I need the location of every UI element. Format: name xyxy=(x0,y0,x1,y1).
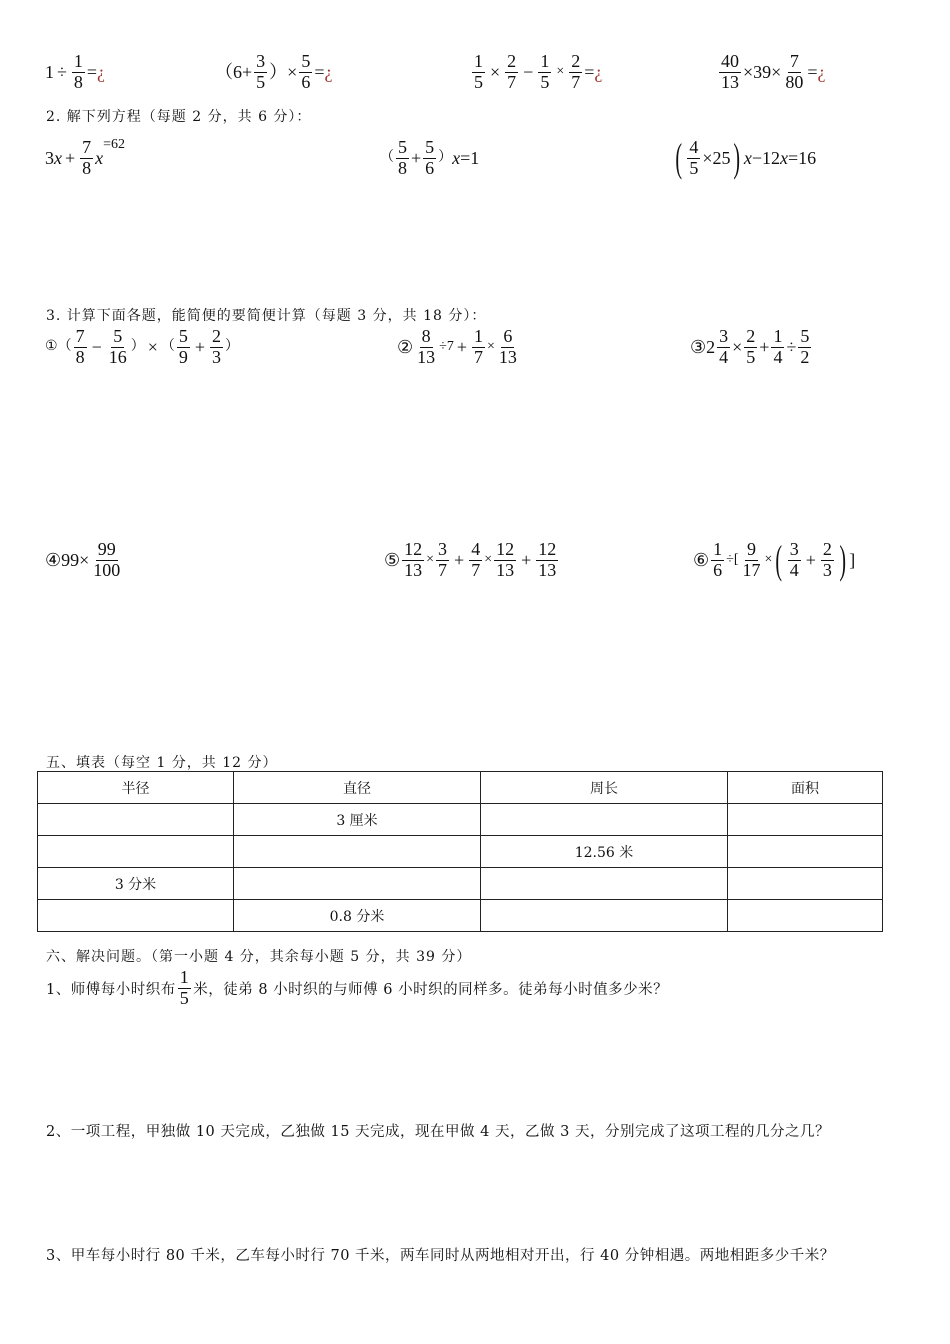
paren-close: ） xyxy=(225,339,240,355)
paren-open: （ xyxy=(57,339,72,355)
header-area: 面积 xyxy=(728,772,883,804)
fraction: $\frac{4}{5}$ xyxy=(689,137,699,178)
number: 1 xyxy=(45,62,54,83)
variable: x xyxy=(779,148,788,169)
section-2-title: 2. 解下列方程（每题 2 分，共 6 分）： xyxy=(46,109,312,125)
cell[interactable]: 12.56 米 xyxy=(481,836,728,868)
operator: −12 xyxy=(751,148,780,169)
cell[interactable] xyxy=(728,900,883,932)
problem-6 xyxy=(693,537,856,583)
variable: x xyxy=(452,148,461,169)
paren-close: ) xyxy=(839,537,846,583)
problem-1 xyxy=(45,327,239,368)
operator: + xyxy=(454,550,465,571)
superscript: =62 xyxy=(103,137,126,152)
operator: + xyxy=(456,337,467,358)
paren-close: ） xyxy=(130,339,145,355)
fraction: $\frac{12}{13}$ xyxy=(538,539,557,580)
fraction: $\frac{1}{7}$ xyxy=(473,326,483,367)
variable: x xyxy=(54,148,62,169)
section-6-title: 六、解决问题。（第一小题 4 分，其余每小题 5 分，共 39 分） xyxy=(46,949,472,965)
whole-number: 2 xyxy=(706,337,716,358)
equation-2 xyxy=(380,138,479,179)
fraction: $\frac{2}{5}$ xyxy=(746,326,756,367)
fraction: $\frac{5}{6}$ xyxy=(301,51,311,92)
equation-rhs: =1 xyxy=(460,148,480,169)
operator: × xyxy=(490,62,501,83)
fraction: $\frac{2}{7}$ xyxy=(571,51,581,92)
fraction: $\frac{2}{7}$ xyxy=(507,51,517,92)
fraction: $\frac{7}{8}$ xyxy=(82,137,92,178)
fraction: $\frac{2}{3}$ xyxy=(212,326,222,367)
fraction: $\frac{5}{2}$ xyxy=(800,326,810,367)
fraction: $\frac{12}{13}$ xyxy=(404,539,423,580)
operator: × xyxy=(556,64,565,80)
equals: = xyxy=(584,62,595,83)
operator: + xyxy=(65,148,76,169)
operator: × xyxy=(484,552,493,568)
expr-2 xyxy=(215,52,332,93)
problem-4 xyxy=(45,540,124,581)
operator: ×25 xyxy=(702,148,731,169)
fraction: $\frac{7}{8}$ xyxy=(75,326,85,367)
fraction: $\frac{5}{8}$ xyxy=(398,137,407,178)
table-header-row xyxy=(38,772,883,804)
equation-rhs: =16 xyxy=(787,148,817,169)
cell[interactable] xyxy=(234,836,481,868)
header-radius: 半径 xyxy=(38,772,234,804)
table-row xyxy=(38,900,883,932)
fraction: $\frac{2}{3}$ xyxy=(822,539,832,580)
operator: × xyxy=(732,337,743,358)
variable: x xyxy=(743,148,752,169)
fraction: $\frac{1}{5}$ xyxy=(540,51,550,92)
section-3-title: 3. 计算下面各题，能简便的要简便计算（每题 3 分，共 18 分）： xyxy=(46,308,487,324)
cell[interactable] xyxy=(481,804,728,836)
fraction: $\frac{1}{5}$ xyxy=(474,51,483,92)
number: 99 xyxy=(61,550,80,571)
operator: ÷[ xyxy=(726,552,739,568)
fraction: $\frac{5}{6}$ xyxy=(425,137,435,178)
operator: + xyxy=(759,337,770,358)
cell[interactable] xyxy=(38,804,234,836)
fraction: $\frac{4}{7}$ xyxy=(471,539,481,580)
problem-label: ③ xyxy=(690,337,707,358)
cell[interactable]: 0.8 分米 xyxy=(234,900,481,932)
cell[interactable]: 3 分米 xyxy=(38,868,234,900)
question-3: 3、甲车每小时行 80 千米，乙车每小时行 70 千米，两车同时从两地相对开出，行 40 分钟相遇。两地相距多少千米？ xyxy=(46,1248,835,1264)
operator: × xyxy=(79,550,90,571)
operator: × xyxy=(426,552,435,568)
operator: − xyxy=(91,337,102,358)
answer-placeholder: ¿ xyxy=(594,62,603,83)
paren-open: ( xyxy=(675,135,682,181)
equals: = xyxy=(86,62,98,83)
expr-4 xyxy=(717,52,825,93)
table-row xyxy=(38,836,883,868)
fraction: $\frac{9}{17}$ xyxy=(742,539,761,580)
fraction: $\frac{12}{13}$ xyxy=(496,539,515,580)
problem-label: ② xyxy=(397,337,414,358)
operator: × xyxy=(486,339,495,355)
problem-label: ⑤ xyxy=(384,550,401,571)
fraction: $\frac{3}{5}$ xyxy=(256,51,266,92)
fraction: $\frac{40}{13}$ xyxy=(721,51,739,92)
fraction: $\frac{7}{80}$ xyxy=(785,51,804,92)
fraction: $\frac{3}{4}$ xyxy=(719,326,729,367)
problem-3 xyxy=(690,327,813,368)
operator: × xyxy=(764,552,773,568)
section-5-title: 五、填表（每空 1 分，共 12 分） xyxy=(46,755,278,771)
operator: + xyxy=(521,550,532,571)
equation-1 xyxy=(45,138,125,179)
cell[interactable] xyxy=(38,836,234,868)
table-row xyxy=(38,804,883,836)
answer-placeholder: ¿ xyxy=(324,62,333,83)
cell[interactable] xyxy=(481,868,728,900)
operator: + xyxy=(194,337,206,358)
paren-close: ) xyxy=(733,135,741,181)
question-1 xyxy=(46,968,668,1009)
operator: × xyxy=(147,337,158,358)
fraction: $\frac{1}{8}$ xyxy=(73,51,83,92)
fraction: $\frac{99}{100}$ xyxy=(93,539,121,580)
operator: ÷ xyxy=(57,62,67,83)
problem-5 xyxy=(384,540,560,581)
cell[interactable] xyxy=(728,868,883,900)
header-circumference: 周长 xyxy=(481,772,728,804)
cell[interactable] xyxy=(234,868,481,900)
operator: ÷7 xyxy=(439,339,454,355)
expr-1 xyxy=(45,52,105,93)
equals: = xyxy=(807,62,818,83)
question-text: 米，徒弟 8 小时织的与师傅 6 小时织的同样多。徒弟每小时值多少米？ xyxy=(193,981,669,998)
fraction: $\frac{3}{7}$ xyxy=(438,539,448,580)
cell[interactable] xyxy=(38,900,234,932)
operator: ×39× xyxy=(743,62,782,83)
header-diameter: 直径 xyxy=(234,772,481,804)
table-row xyxy=(38,868,883,900)
fraction: $\frac{6}{13}$ xyxy=(498,326,517,367)
paren-open: （ xyxy=(160,339,175,355)
fraction: $\frac{5}{9}$ xyxy=(178,326,188,367)
paren-open: （ xyxy=(380,150,394,166)
question-text: 1、师傅每小时织布 xyxy=(46,981,176,998)
question-2: 2、一项工程，甲独做 10 天完成，乙独做 15 天完成，现在甲做 4 天，乙做 3 天，分别完成了这项工程的几分之几？ xyxy=(46,1124,830,1140)
answer-placeholder: ¿ xyxy=(817,62,826,83)
paren-close: ） xyxy=(438,150,453,166)
fraction: $\frac{1}{4}$ xyxy=(773,326,783,367)
cell[interactable]: 3 厘米 xyxy=(234,804,481,836)
operator: − xyxy=(523,62,534,83)
cell[interactable] xyxy=(728,836,883,868)
problem-label: ④ xyxy=(45,550,62,571)
operator: + xyxy=(411,148,422,169)
fraction: $\frac{1}{6}$ xyxy=(713,539,723,580)
fraction: $\frac{1}{5}$ xyxy=(179,967,190,1008)
circle-table xyxy=(37,771,883,932)
answer-placeholder: ¿ xyxy=(97,62,106,83)
cell[interactable] xyxy=(481,900,728,932)
fraction: $\frac{3}{4}$ xyxy=(789,539,799,580)
cell[interactable] xyxy=(728,804,883,836)
number: 3 xyxy=(45,148,54,169)
equals: = xyxy=(314,62,325,83)
problem-2 xyxy=(397,327,521,368)
fraction: $\frac{8}{13}$ xyxy=(417,326,436,367)
operator: + xyxy=(805,550,816,571)
fraction: $\frac{5}{16}$ xyxy=(108,326,127,367)
expr-3 xyxy=(470,52,602,93)
paren-open: （6+ xyxy=(215,62,253,83)
operator: ÷ xyxy=(786,337,797,358)
equation-3 xyxy=(672,135,817,181)
paren-open: ( xyxy=(775,537,783,583)
problem-label: ⑥ xyxy=(693,550,710,571)
bracket-close: ] xyxy=(849,550,856,571)
paren-close: ）× xyxy=(269,62,298,83)
variable: x xyxy=(95,148,104,169)
problem-label: ① xyxy=(45,339,58,355)
